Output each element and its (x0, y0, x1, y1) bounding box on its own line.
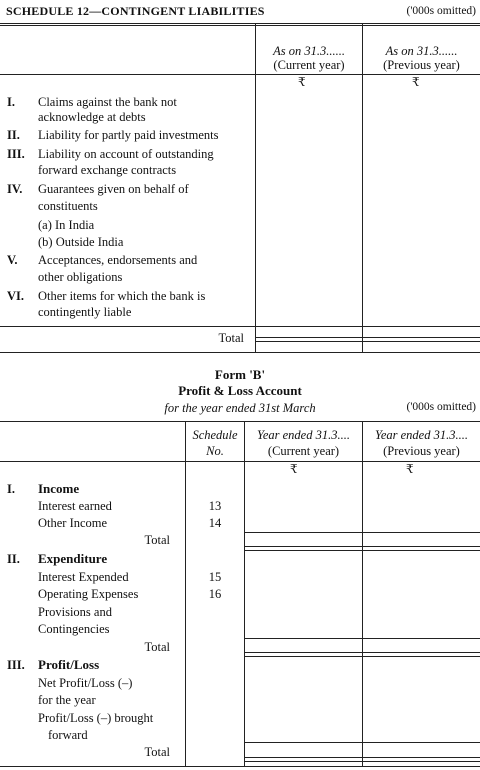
expenditure-total-label: Total (144, 640, 170, 654)
schedule-item-text: (a) In India (38, 218, 95, 232)
schedule-item-num: VI. (7, 289, 25, 303)
schedule-rupee-previous: ₹ (412, 75, 420, 89)
operating-expenses-schedule: 16 (208, 587, 222, 601)
schedule-col-previous-l2: (Previous year) (383, 58, 460, 72)
schedule-item-text: forward exchange contracts (38, 163, 177, 177)
provisions-label-l1: Provisions and (38, 605, 112, 619)
schedule-total-label: Total (218, 331, 244, 345)
other-income-schedule: 14 (208, 516, 222, 530)
schedule-item-text: Guarantees given on behalf of (38, 182, 189, 196)
schedule-bottom-rule (0, 352, 480, 353)
profit-total-label: Total (144, 745, 170, 759)
form-col-current-l2: (Current year) (267, 444, 340, 458)
expenditure-heading: Expenditure (38, 551, 108, 566)
interest-earned-schedule: 13 (208, 499, 222, 513)
interest-earned-label: Interest earned (38, 499, 112, 513)
form-title: Form 'B' (214, 367, 266, 382)
income-num: I. (7, 482, 15, 496)
other-income-label: Other Income (38, 516, 108, 530)
expenditure-total-double-rule (244, 652, 480, 657)
schedule-item-num: III. (7, 147, 25, 161)
form-col-current-l1: Year ended 31.3.... (257, 428, 350, 442)
form-col-schedule-l1: Schedule (192, 428, 238, 442)
schedule-top-rule-2 (0, 25, 480, 26)
schedule-item-text: constituents (38, 199, 98, 213)
operating-expenses-label: Operating Expenses (38, 587, 139, 601)
schedule-item-num: I. (7, 95, 15, 109)
schedule-item-text: Liability on account of outstanding (38, 147, 214, 161)
brought-forward-label-l1: Profit/Loss (–) brought (38, 711, 154, 725)
net-profit-label-l2: for the year (38, 693, 96, 707)
form-subtitle: Profit & Loss Account (178, 383, 302, 398)
schedule-top-rule (0, 23, 480, 24)
schedule-item-text: Liability for partly paid investments (38, 128, 219, 142)
form-rupee-current: ₹ (290, 462, 298, 476)
schedule-item-text: Other items for which the bank is (38, 289, 206, 303)
form-top-rule (0, 421, 480, 422)
schedule-item-text: Acceptances, endorsements and (38, 253, 198, 267)
income-heading: Income (38, 481, 80, 496)
form-col-previous-l1: Year ended 31.3.... (375, 428, 468, 442)
schedule-item-text: Claims against the bank not (38, 95, 177, 109)
form-rupee-previous: ₹ (406, 462, 414, 476)
schedule-total-top-rule (0, 326, 480, 327)
schedule-item-num: V. (7, 253, 18, 267)
profit-heading: Profit/Loss (38, 657, 100, 672)
schedule-header-rule (0, 74, 480, 75)
schedule-item-num: II. (7, 128, 20, 142)
schedule-col-current-l1: As on 31.3...... (273, 44, 345, 58)
form-bottom-rule (0, 766, 480, 767)
schedule-col-current-l2: (Current year) (273, 58, 345, 72)
form-col-previous-l2: (Previous year) (383, 444, 460, 458)
expenditure-num: II. (7, 552, 20, 566)
schedule-total-double-rule (255, 337, 480, 342)
form-col-divider-2 (244, 421, 245, 766)
schedule-rupee-current: ₹ (298, 75, 306, 89)
schedule-item-num: IV. (7, 182, 23, 196)
profit-num: III. (7, 658, 25, 672)
schedule-col-previous-l1: As on 31.3...... (385, 44, 458, 58)
schedule-item-text: contingently liable (38, 305, 132, 319)
form-period: for the year ended 31st March (164, 401, 316, 415)
form-col-schedule-l2: No. (206, 444, 224, 458)
interest-expended-label: Interest Expended (38, 570, 129, 584)
income-total-top-rule (244, 532, 480, 533)
schedule-item-text: acknowledge at debts (38, 110, 146, 124)
profit-total-top-rule (244, 742, 480, 743)
schedule-item-text: other obligations (38, 270, 123, 284)
provisions-label-l2: Contingencies (38, 622, 110, 636)
income-total-double-rule (244, 546, 480, 551)
schedule-title: SCHEDULE 12—CONTINGENT LIABILITIES (6, 4, 265, 18)
profit-total-double-rule (244, 757, 480, 762)
interest-expended-schedule: 15 (208, 570, 222, 584)
expenditure-total-top-rule (244, 638, 480, 639)
income-total-label: Total (144, 533, 170, 547)
net-profit-label-l1: Net Profit/Loss (–) (38, 676, 133, 690)
form-col-divider-3 (362, 421, 363, 766)
schedule-omitted-note: ('000s omitted) (406, 5, 476, 17)
schedule-item-text: (b) Outside India (38, 235, 124, 249)
brought-forward-label-l2: forward (48, 728, 88, 742)
form-omitted-note: ('000s omitted) (406, 401, 476, 413)
